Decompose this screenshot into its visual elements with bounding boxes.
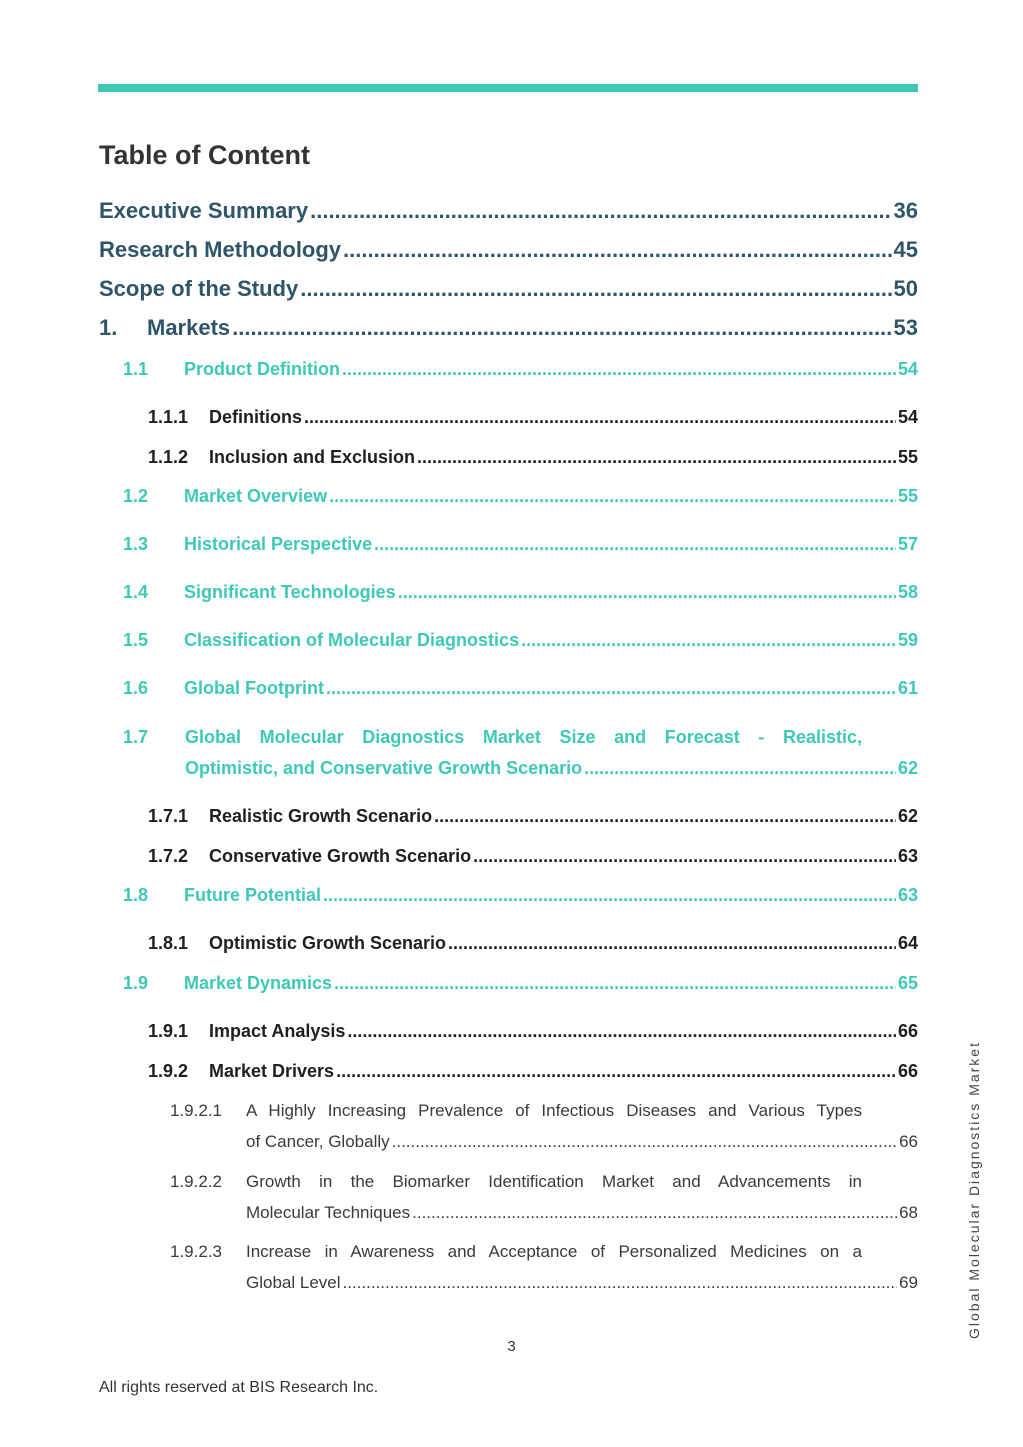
dot-leader [310,198,891,224]
toc-entry-number: 1.1 [123,359,149,379]
page-number: 3 [507,1338,516,1355]
toc-entry-number: 1.3 [123,534,149,554]
toc-entry-page: 53 [893,315,918,340]
toc-entry-label: Product Definition [184,359,340,379]
toc-entry-page: 54 [897,359,918,379]
footer-copyright: All rights reserved at BIS Research Inc. [99,1379,379,1396]
toc-entry-label: Executive Summary [99,198,309,223]
toc-entry-page: 66 [899,1132,918,1151]
dot-leader [448,933,896,954]
toc-entry-scope-of-study[interactable] [99,276,918,302]
dot-leader [584,758,896,779]
toc-entry-page: 63 [897,846,918,866]
toc-entry[interactable] [148,447,918,468]
toc-entry-label: Market Drivers [209,1061,335,1081]
toc-entry-page: 66 [897,1061,918,1081]
toc-entry-number: 1.4 [123,582,149,602]
toc-entry-number: 1.9.2 [148,1061,189,1081]
toc-entry[interactable] [185,758,918,779]
toc-entry-page: 55 [897,486,918,506]
toc-entry-label: Optimistic Growth Scenario [209,933,447,953]
toc-entry-label: Conservative Growth Scenario [209,846,472,866]
toc-entry-number: 1.5 [123,630,149,650]
dot-leader [232,315,891,341]
toc-entry-page: 66 [897,1021,918,1041]
dot-leader [300,276,891,302]
toc-entry-page: 68 [899,1203,918,1222]
toc-entry-page: 63 [897,885,918,905]
dot-leader [374,534,896,555]
toc-entry-number: 1.1.1 [148,407,189,427]
toc-entry[interactable] [148,407,918,428]
header-accent-bar [98,84,918,92]
toc-entry-number: 1.2 [123,486,149,506]
toc-entry-label: Inclusion and Exclusion [209,447,416,467]
toc-entry-label-line2: Optimistic, and Conservative Growth Scenario [185,758,583,778]
dot-leader [392,1132,897,1152]
toc-entry-label: Market Dynamics [184,973,333,993]
toc-entry-number: 1.7.2 [148,846,189,866]
dot-leader [323,885,896,906]
toc-entry-label: Realistic Growth Scenario [209,806,433,826]
toc-entry-number: 1.1.2 [148,447,189,467]
toc-entry[interactable] [123,486,918,507]
toc-entry[interactable] [123,534,918,555]
toc-entry-markets[interactable] [99,315,918,341]
toc-entry-page: 69 [899,1273,918,1292]
toc-entry-page: 57 [897,534,918,554]
toc-entry-page: 54 [897,407,918,427]
toc-entry-research-methodology[interactable] [99,237,918,263]
toc-entry[interactable] [148,846,918,867]
toc-entry[interactable] [123,678,918,699]
toc-entry-page: 64 [897,933,918,953]
toc-entry-page: 36 [893,198,918,223]
toc-entry-label: Impact Analysis [209,1021,346,1041]
toc-entry-page: 55 [897,447,918,467]
toc-entry-label-line2: Global Level [246,1273,341,1292]
dot-leader [343,237,891,263]
dot-leader [336,1061,896,1082]
toc-entry-label: Historical Perspective [184,534,373,554]
toc-entry[interactable] [148,806,918,827]
toc-entry-label: Scope of the Study [99,276,299,301]
toc-entry-number: 1.8.1 [148,933,189,953]
dot-leader [434,806,896,827]
toc-entry[interactable] [123,973,918,994]
toc-entry-label-line1[interactable]: Global Molecular Diagnostics Market Size and Forecast - Realistic, [185,727,862,747]
page-title: Table of Content [99,140,310,170]
dot-leader [417,447,896,468]
toc-entry-label: Market Overview [184,486,328,506]
toc-entry-page: 58 [897,582,918,602]
toc-entry-page: 45 [893,237,918,262]
dot-leader [326,678,896,699]
dot-leader [473,846,896,867]
toc-entry-number: 1.7.1 [148,806,189,826]
toc-entry-label-line1[interactable]: Growth in the Biomarker Identification Market and Advancements in [246,1172,862,1191]
dot-leader [342,359,896,380]
toc-entry-number: 1.6 [123,678,149,698]
toc-entry-page: 50 [893,276,918,301]
dot-leader [334,973,896,994]
toc-entry-number: 1. [99,315,118,340]
dot-leader [412,1203,897,1223]
toc-entry[interactable] [123,359,918,380]
dot-leader [329,486,896,507]
toc-entry-number: 1.9.2.3 [170,1242,222,1261]
dot-leader [398,582,896,603]
toc-entry-label: Future Potential [184,885,322,905]
dot-leader [343,1273,898,1293]
toc-entry-number: 1.9.1 [148,1021,189,1041]
toc-entry-number: 1.8 [123,885,149,905]
toc-entry[interactable] [246,1132,918,1152]
toc-entry-page: 59 [897,630,918,650]
toc-entry-number: 1.9 [123,973,149,993]
toc-entry[interactable] [246,1203,918,1223]
toc-entry-executive-summary[interactable] [99,198,918,224]
toc-entry[interactable] [123,582,918,603]
toc-entry[interactable] [148,933,918,954]
toc-entry[interactable] [148,1061,918,1082]
toc-entry-label: Significant Technologies [184,582,396,602]
toc-entry-label: Research Methodology [99,237,342,262]
dot-leader [304,407,896,428]
toc-entry-label: Classification of Molecular Diagnostics [184,630,520,650]
dot-leader [521,630,896,651]
toc-entry-number: 1.9.2.1 [170,1101,222,1120]
toc-entry-page: 61 [897,678,918,698]
toc-entry[interactable] [246,1273,918,1293]
toc-entry[interactable] [123,630,918,651]
toc-entry-number: 1.9.2.2 [170,1172,222,1191]
toc-entry[interactable] [123,885,918,906]
toc-entry-label: Definitions [209,407,302,427]
toc-entry-label-line1[interactable]: Increase in Awareness and Acceptance of Personalized Medicines on a [246,1242,862,1261]
toc-entry-label-line2: Molecular Techniques [246,1203,411,1222]
toc-entry-page: 62 [897,806,918,826]
toc-entry-page: 65 [897,973,918,993]
toc-entry-page: 62 [897,758,918,778]
toc-entry-label-line2: of Cancer, Globally [246,1132,390,1151]
toc-entry-label: Markets [147,315,231,340]
side-running-title: Global Molecular Diagnostics Market [966,1041,982,1339]
toc-entry[interactable] [148,1021,918,1042]
toc-entry-label: Global Footprint [184,678,324,698]
dot-leader [347,1021,896,1042]
toc-entry-number: 1.7 [123,727,149,747]
toc-entry-label-line1[interactable]: A Highly Increasing Prevalence of Infectious Diseases and Various Types [246,1101,862,1120]
